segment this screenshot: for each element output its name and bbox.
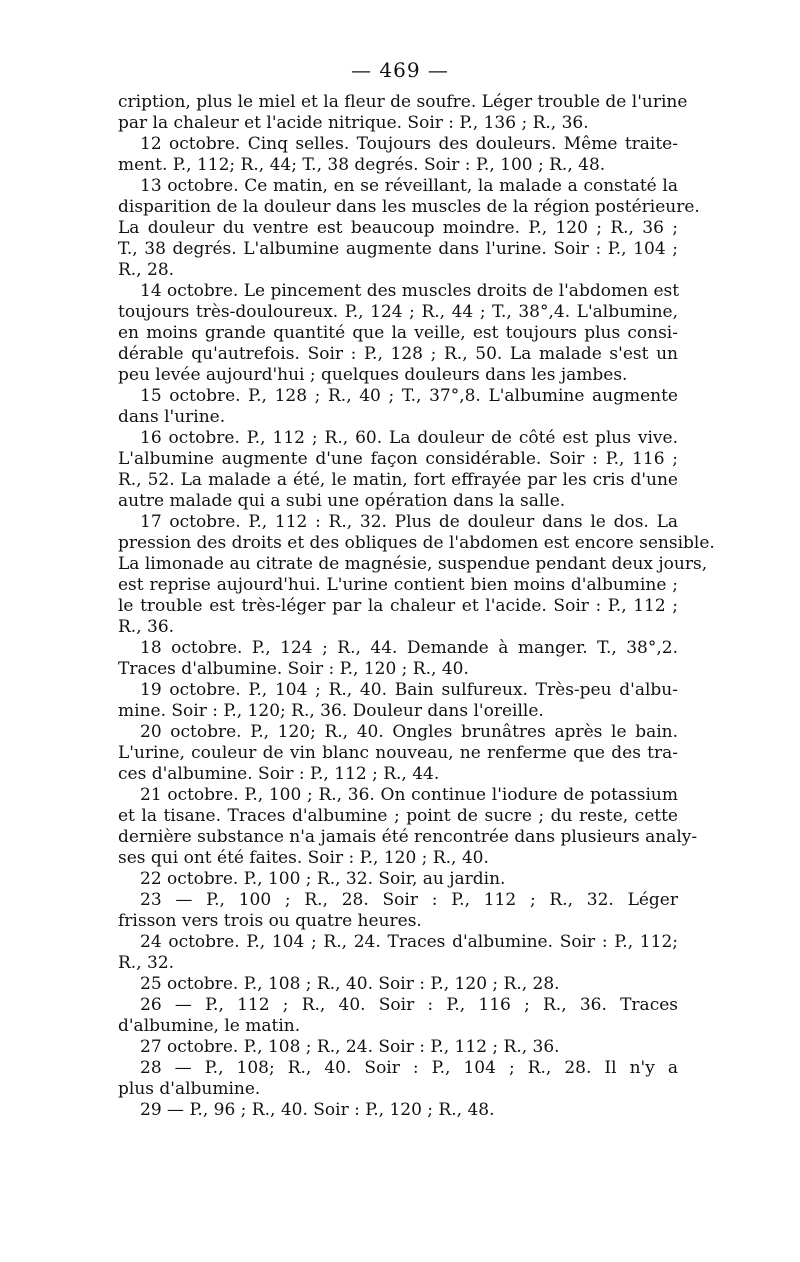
text-line: R., 36. <box>118 617 175 637</box>
text-line: dérable qu'autrefois. Soir : P., 128 ; R., 50. La malade s'est un <box>118 344 678 364</box>
text-line: 21 octobre. P., 100 ; R., 36. On continue l'iodure de potassium <box>140 785 678 805</box>
text-line: autre malade qui a subi une opération dans la salle. <box>118 491 566 511</box>
text-line: 17 octobre. P., 112 : R., 32. Plus de douleur dans le dos. La <box>140 512 678 532</box>
text-line: disparition de la douleur dans les muscles de la région postérieure. <box>118 197 700 217</box>
text-line: est reprise aujourd'hui. L'urine contient bien moins d'albumine ; <box>118 575 678 595</box>
text-line: R., 28. <box>118 260 175 280</box>
text-line: pression des droits et des obliques de l'abdomen est encore sensible. <box>118 533 715 553</box>
text-line: d'albumine, le matin. <box>118 1016 301 1036</box>
text-line: cription, plus le miel et la fleur de soufre. Léger trouble de l'urine <box>118 92 688 112</box>
text-line: plus d'albumine. <box>118 1079 261 1099</box>
text-line: 14 octobre. Le pincement des muscles droits de l'abdomen est <box>140 281 680 301</box>
text-line: 23 — P., 100 ; R., 28. Soir : P., 112 ; R., 32. Léger <box>140 890 678 910</box>
text-line: La douleur du ventre est beaucoup moindre. P., 120 ; R., 36 ; <box>118 218 678 238</box>
text-line: par la chaleur et l'acide nitrique. Soir : P., 136 ; R., 36. <box>118 113 589 133</box>
text-line: ment. P., 112; R., 44; T., 38 degrés. Soir : P., 100 ; R., 48. <box>118 155 606 175</box>
text-line: peu levée aujourd'hui ; quelques douleurs dans les jambes. <box>118 365 628 385</box>
text-line: ses qui ont été faites. Soir : P., 120 ; R., 40. <box>118 848 489 868</box>
text-line: mine. Soir : P., 120; R., 36. Douleur dans l'oreille. <box>118 701 544 721</box>
text-line: 27 octobre. P., 108 ; R., 24. Soir : P., 112 ; R., 36. <box>140 1037 560 1057</box>
text-line: 25 octobre. P., 108 ; R., 40. Soir : P., 120 ; R., 28. <box>140 974 560 994</box>
text-line: R., 52. La malade a été, le matin, fort effrayée par les cris d'une <box>118 470 678 490</box>
text-line: 28 — P., 108; R., 40. Soir : P., 104 ; R., 28. Il n'y a <box>140 1058 678 1078</box>
text-line: ces d'albumine. Soir : P., 112 ; R., 44. <box>118 764 440 784</box>
text-line: 20 octobre. P., 120; R., 40. Ongles brunâtres après le bain. <box>140 722 678 742</box>
text-line: Traces d'albumine. Soir : P., 120 ; R., 40. <box>118 659 469 679</box>
text-line: en moins grande quantité que la veille, est toujours plus consi- <box>118 323 678 343</box>
text-line: dans l'urine. <box>118 407 226 427</box>
text-line: 18 octobre. P., 124 ; R., 44. Demande à manger. T., 38°,2. <box>140 638 678 658</box>
text-line: 22 octobre. P., 100 ; R., 32. Soir, au jardin. <box>140 869 506 889</box>
text-line: 15 octobre. P., 128 ; R., 40 ; T., 37°,8. L'albumine augmente <box>140 386 678 406</box>
text-line: T., 38 degrés. L'albumine augmente dans l'urine. Soir : P., 104 ; <box>118 239 678 259</box>
text-line: R., 32. <box>118 953 175 973</box>
text-line: 26 — P., 112 ; R., 40. Soir : P., 116 ; R., 36. Traces <box>140 995 678 1015</box>
text-line: et la tisane. Traces d'albumine ; point de sucre ; du reste, cette <box>118 806 678 826</box>
text-line: 12 octobre. Cinq selles. Toujours des douleurs. Même traite- <box>140 134 678 154</box>
text-line: 19 octobre. P., 104 ; R., 40. Bain sulfureux. Très-peu d'albu- <box>140 680 678 700</box>
text-line: La limonade au citrate de magnésie, suspendue pendant deux jours, <box>118 554 708 574</box>
text-line: L'albumine augmente d'une façon considérable. Soir : P., 116 ; <box>118 449 678 469</box>
text-line: 29 — P., 96 ; R., 40. Soir : P., 120 ; R., 48. <box>140 1100 495 1120</box>
text-line: le trouble est très-léger par la chaleur et l'acide. Soir : P., 112 ; <box>118 596 678 616</box>
text-line: L'urine, couleur de vin blanc nouveau, ne renferme que des tra- <box>118 743 678 763</box>
body-text <box>118 92 715 1121</box>
text-line: 16 octobre. P., 112 ; R., 60. La douleur de côté est plus vive. <box>140 428 678 448</box>
text-line: toujours très-douloureux. P., 124 ; R., 44 ; T., 38°,4. L'albumine, <box>118 302 678 322</box>
text-line: 24 octobre. P., 104 ; R., 24. Traces d'albumine. Soir : P., 112; <box>140 932 678 952</box>
page-number: — 469 — <box>351 58 449 82</box>
text-line: frisson vers trois ou quatre heures. <box>118 911 422 931</box>
text-line: dernière substance n'a jamais été rencontrée dans plusieurs analy- <box>118 827 698 847</box>
text-line: 13 octobre. Ce matin, en se réveillant, la malade a constaté la <box>140 176 678 196</box>
